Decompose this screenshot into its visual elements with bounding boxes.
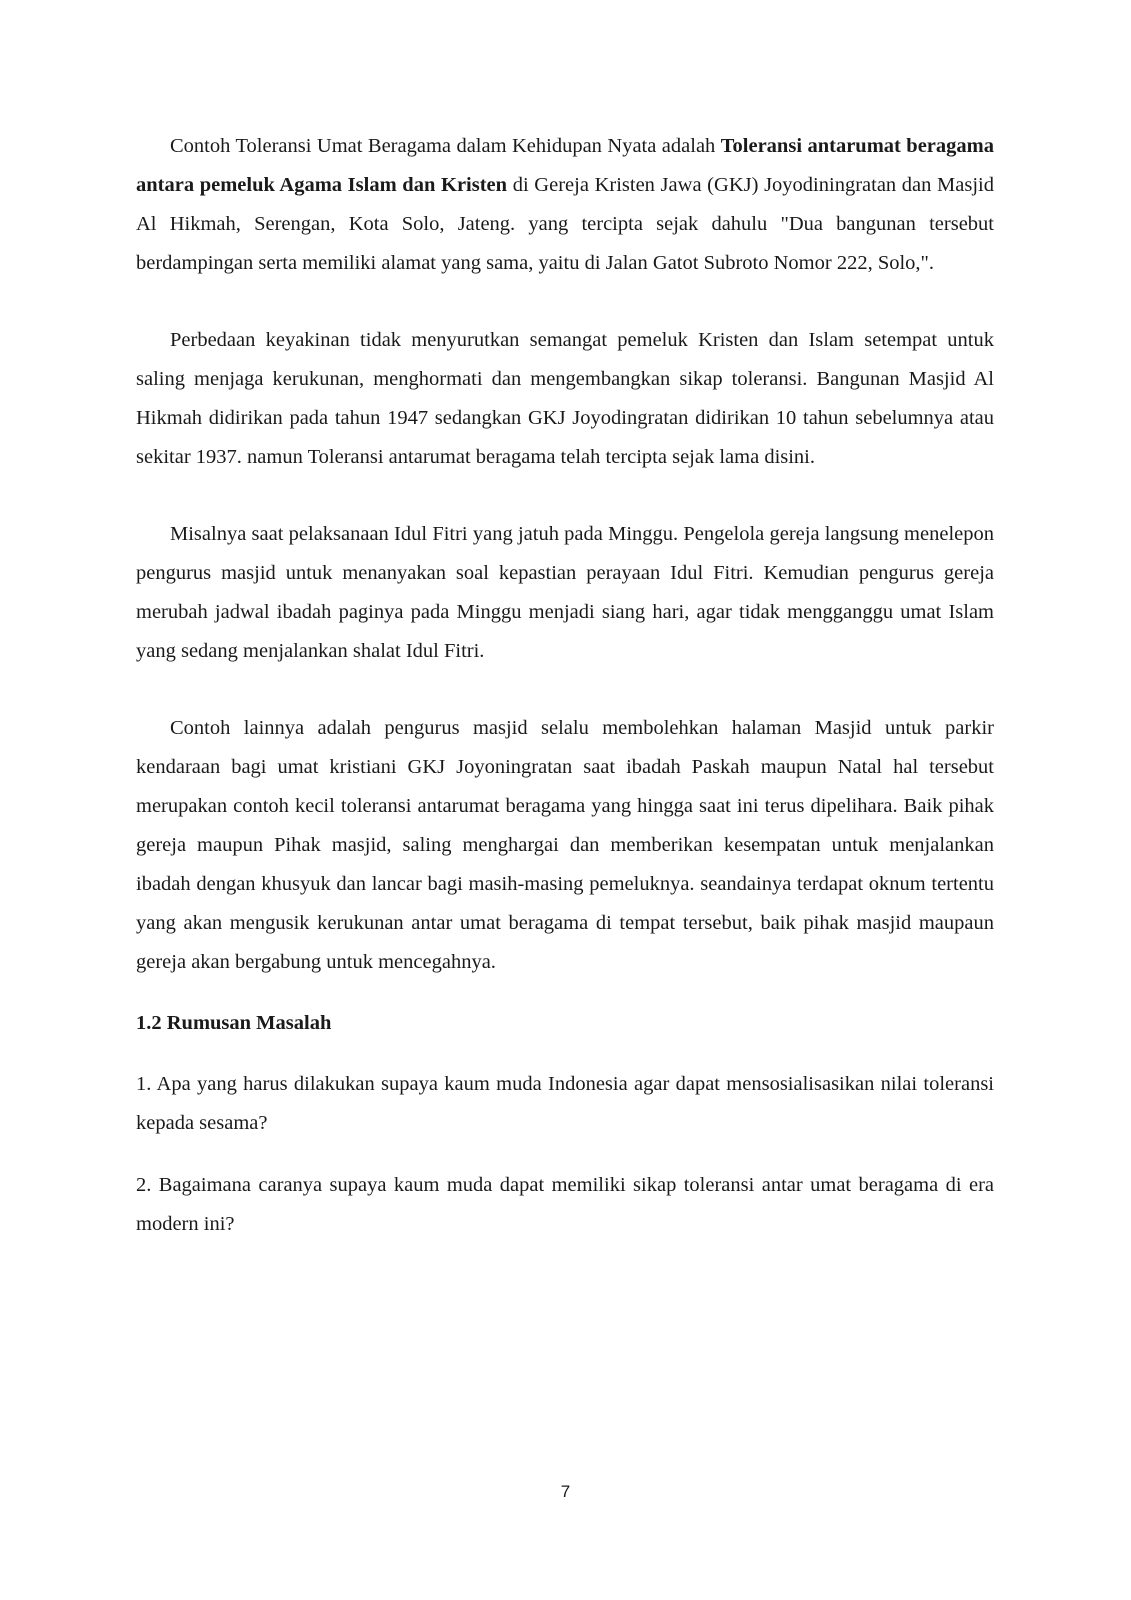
question-2: 2. Bagaimana caranya supaya kaum muda dapat memiliki sikap toleransi antar umat beragama di era modern ini? bbox=[136, 1174, 994, 1235]
paragraph-1 bbox=[136, 127, 994, 283]
paragraph-2: Perbedaan keyakinan tidak menyurutkan semangat pemeluk Kristen dan Islam setempat untuk saling menjaga kerukunan, menghormati dan mengembangkan sikap toleransi. Bangunan Masjid Al Hikmah didirikan pada tahun 1947 sedangkan GKJ Joyodingratan didirikan 10 tahun sebelumnya atau sekitar 1937. namun Toleransi antarumat beragama telah tercipta sejak lama disini. bbox=[136, 329, 994, 468]
paragraph-1-bold-phrase: Toleransi antarumat beragama antara pemeluk Agama Islam dan Kristen bbox=[136, 135, 994, 196]
paragraph-1-rest: di Gereja Kristen Jawa (GKJ) Joyodiningratan dan Masjid Al Hikmah, Serengan, Kota Solo, Jateng. yang tercipta sejak dahulu "Dua bangunan tersebut berdampingan serta memiliki alamat yang sama, yaitu di Jalan Gatot Subroto Nomor 222, Solo,". bbox=[136, 174, 994, 274]
question-1: 1. Apa yang harus dilakukan supaya kaum muda Indonesia agar dapat mensosialisasikan nilai toleransi kepada sesama? bbox=[136, 1073, 994, 1134]
paragraph-4: Contoh lainnya adalah pengurus masjid selalu membolehkan halaman Masjid untuk parkir kendaraan bagi umat kristiani GKJ Joyoningratan saat ibadah Paskah maupun Natal hal tersebut merupakan contoh kecil toleransi antarumat beragama yang hingga saat ini terus dipelihara. Baik pihak gereja maupun Pihak masjid, saling menghargai dan memberikan kesempatan untuk menjalankan ibadah dengan khusyuk dan lancar bagi masih-masing pemeluknya. seandainya terdapat oknum tertentu yang akan mengusik kerukunan antar umat beragama di tempat tersebut, baik pihak masjid maupaun gereja akan bergabung untuk mencegahnya. bbox=[136, 717, 994, 973]
section-heading: 1.2 Rumusan Masalah bbox=[136, 1012, 332, 1034]
page-number: 7 bbox=[560, 1482, 571, 1501]
paragraph-1-intro: Contoh Toleransi Umat Beragama dalam Kehidupan Nyata adalah bbox=[170, 135, 721, 157]
paragraph-3: Misalnya saat pelaksanaan Idul Fitri yang jatuh pada Minggu. Pengelola gereja langsung menelepon pengurus masjid untuk menanyakan soal kepastian perayaan Idul Fitri. Kemudian pengurus gereja merubah jadwal ibadah paginya pada Minggu menjadi siang hari, agar tidak mengganggu umat Islam yang sedang menjalankan shalat Idul Fitri. bbox=[136, 523, 994, 662]
document-body bbox=[136, 127, 994, 1267]
